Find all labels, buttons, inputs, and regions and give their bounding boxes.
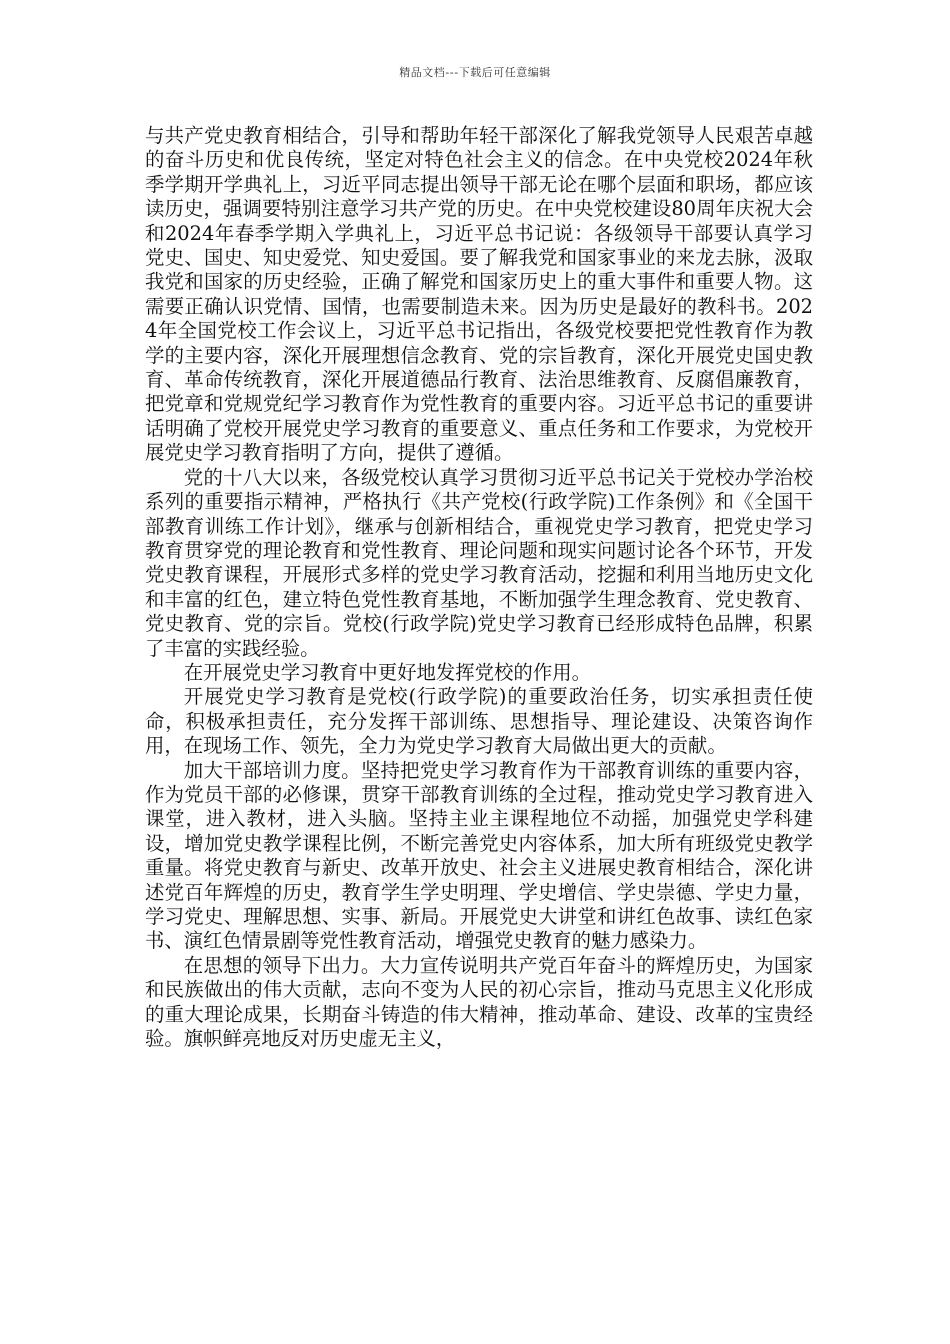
paragraph-6: 在思想的领导下出力。大力宣传说明共产党百年奋斗的辉煌历史，为国家和民族做出的伟大贡献，志向不变为人民的初心宗旨，推动马克思主义化形成的重大理论成果，长期奋斗铸造的伟大精神，推动革命、建设、改革的宝贵经验。旗帜鲜亮地反对历史虚无主义， xyxy=(145,953,813,1051)
page-header: 精品文档---下载后可任意编辑 xyxy=(399,66,551,79)
paragraph-2: 党的十八大以来，各级党校认真学习贯彻习近平总书记关于党校办学治校系列的重要指示精神，严格执行《共产党校(行政学院)工作条例》和《全国干部教育训练工作计划》，继承与创新相结合，重视党史学习教育，把党史学习教育贯穿党的理论教育和党性教育、理论问题和现实问题讨论各个环节，开发党史教育课程，开展形式多样的党史学习教育活动，挖掘和利用当地历史文化和丰富的红色，建立特色党性教育基地，不断加强学生理念教育、党史教育、党史教育、党的宗旨。党校(行政学院)党史学习教育已经形成特色品牌，积累了丰富的实践经验。 xyxy=(145,465,813,660)
paragraph-5: 加大干部培训力度。坚持把党史学习教育作为干部教育训练的重要内容，作为党员干部的必修课，贯穿干部教育训练的全过程，推动党史学习教育进入课堂，进入教材，进入头脑。坚持主业主课程地位不动摇，加强党史学科建设，增加党史教学课程比例，不断完善党史内容体系，加大所有班级党史教学重量。将党史教育与新史、改革开放史、社会主义进展史教育相结合，深化讲述党百年辉煌的历史，教育学生学史明理、学史增信、学史崇德、学史力量，学习党史、理解思想、实事、新局。开展党史大讲堂和讲红色故事、读红色家书、演红色情景剧等党性教育活动，增强党史教育的魅力感染力。 xyxy=(145,758,813,953)
paragraph-4: 开展党史学习教育是党校(行政学院)的重要政治任务，切实承担责任使命，积极承担责任，充分发挥干部训练、思想指导、理论建设、决策咨询作用，在现场工作、领先，全力为党史学习教育大局做出更大的贡献。 xyxy=(145,685,813,758)
document-body xyxy=(145,124,813,1051)
paragraph-3-heading: 在开展党史学习教育中更好地发挥党校的作用。 xyxy=(183,660,591,684)
paragraph-1: 与共产党史教育相结合，引导和帮助年轻干部深化了解我党领导人民艰苦卓越的奋斗历史和优良传统，坚定对特色社会主义的信念。在中央党校2024年秋季学期开学典礼上，习近平同志提出领导干部无论在哪个层面和职场，都应该读历史，强调要特别注意学习共产党的历史。在中央党校建设80周年庆祝大会和2024年春季学期入学典礼上，习近平总书记说：各级领导干部要认真学习党史、国史、知史爱党、知史爱国。要了解我党和国家事业的来龙去脉，汲取我党和国家的历史经验，正确了解党和国家历史上的重大事件和重要人物。这需要正确认识党情、国情，也需要制造未来。因为历史是最好的教科书。2024年全国党校工作会议上，习近平总书记指出，各级党校要把党性教育作为教学的主要内容，深化开展理想信念教育、党的宗旨教育，深化开展党史国史教育、革命传统教育，深化开展道德品行教育、法治思维教育、反腐倡廉教育，把党章和党规党纪学习教育作为党性教育的重要内容。习近平总书记的重要讲话明确了党校开展党史学习教育的重要意义、重点任务和工作要求，为党校开展党史学习教育指明了方向，提供了遵循。 xyxy=(145,124,813,465)
